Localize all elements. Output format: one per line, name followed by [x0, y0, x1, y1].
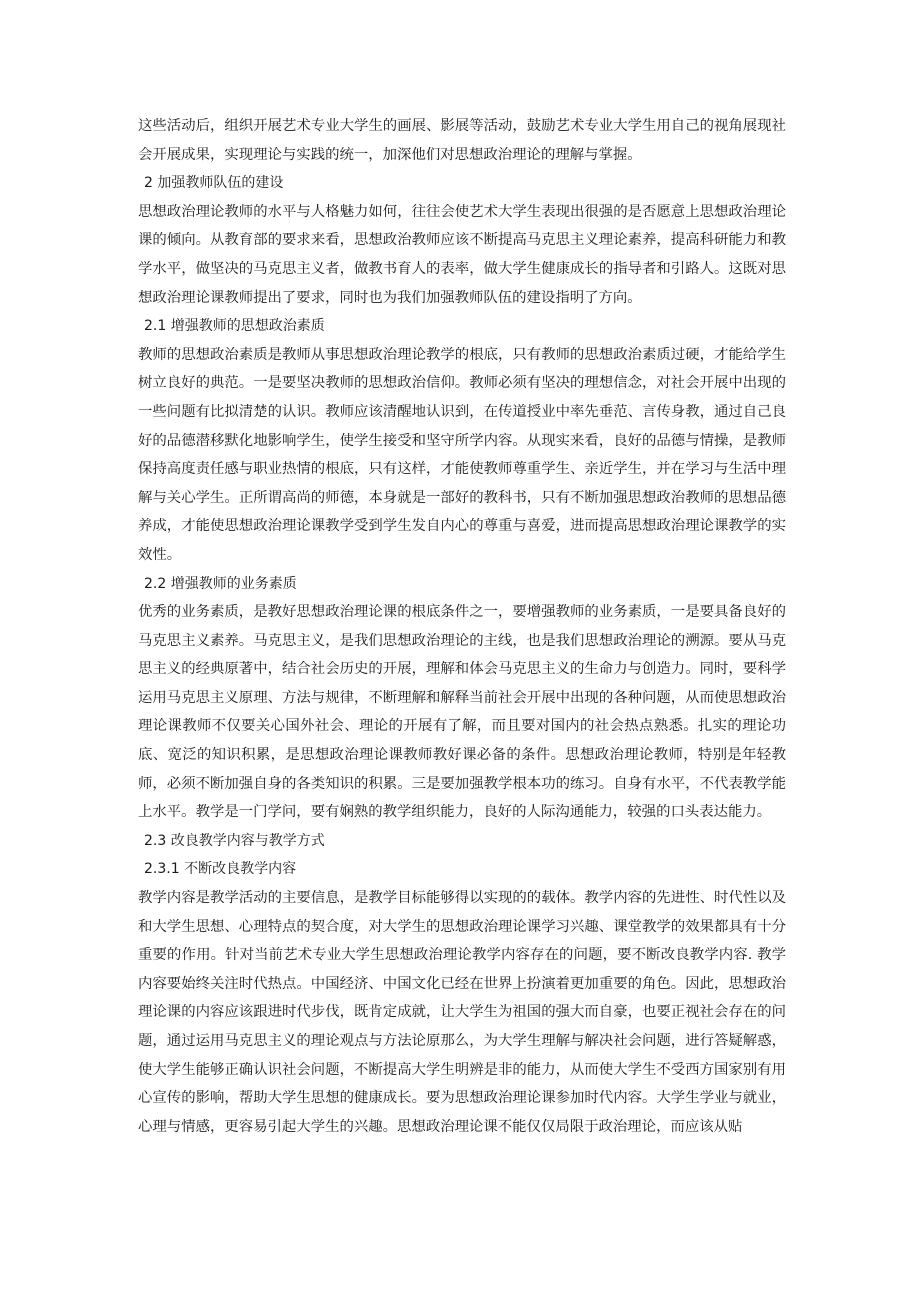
paragraph-intro: 这些活动后，组织开展艺术专业大学生的画展、影展等活动，鼓励艺术专业大学生用自己的视角展现社会开展成果，实现理论与实践的统一，加深他们对思想政治理论的理解与掌握。 — [138, 118, 786, 163]
paragraph-content-improvement: 教学内容是教学活动的主要信息，是教学目标能够得以实现的的载体。教学内容的先进性、时代性以及和大学生思想、心理特点的契合度，对大学生的思想政治理论课学习兴趣、课堂教学的效果都具有十分重要的作用。针对当前艺术专业大学生思想政治理论教学内容存在的问题，要不断改良教学内容. 教学内容要始终关注时代热点。中国经济、中国文化已经在世界上扮演着更加重要的角色。因此，思想政治理论课的内容应该跟进时代步伐，既肯定成就，让大学生为祖国的强大而自豪，也要正视社会存在的问题，通过运用马克思主义的理论观点与方法论原那么，为大学生理解与解决社会问题，进行答疑解惑，使大学生能够正确认识社会问题，不断提高大学生明辨是非的能力，从而使大学生不受西方国家别有用心宣传的影响，帮助大学生思想的健康成长。要为思想政治理论课参加时代内容。大学生学业与就业，心理与情感，更容易引起大学生的兴趣。思想政治理论课不能仅仅局限于政治理论，而应该从贴 — [138, 890, 786, 1135]
heading-content-improvement: 2.3.1 不断改良教学内容 — [144, 861, 297, 878]
document-page — [138, 112, 786, 1141]
paragraph-teacher-team: 思想政治理论教师的水平与人格魅力如何，往往会使艺术大学生表现出很强的是否愿意上思想政治理论课的倾向。从教育部的要求来看，思想政治教师应该不断提高马克思主义理论素养，提高科研能力和教学水平，做坚决的马克思主义者，做教书育人的表率，做大学生健康成长的指导者和引路人。这既对思想政治理论课教师提出了要求，同时也为我们加强教师队伍的建设指明了方向。 — [138, 203, 786, 306]
heading-political-quality: 2.1 增强教师的思想政治素质 — [144, 318, 325, 335]
paragraph-political-quality: 教师的思想政治素质是教师从事思想政治理论教学的根底，只有教师的思想政治素质过硬，才能给学生树立良好的典范。一是要坚决教师的思想政治信仰。教师必须有坚决的理想信念，对社会开展中出现的一些问题有比拟清楚的认识。教师应该清醒地认识到，在传道授业中率先垂范、言传身教，通过自己良好的品德潜移默化地影响学生，使学生接受和坚守所学内容。从现实来看，良好的品德与情操，是教师保持高度责任感与职业热情的根底，只有这样，才能使教师尊重学生、亲近学生，并在学习与生活中理解与关心学生。正所谓高尚的师德，本身就是一部好的教科书，只有不断加强思想政治教师的思想品德养成，才能使思想政治理论课教学受到学生发自内心的尊重与喜爱，进而提高思想政治理论课教学的实效性。 — [138, 346, 786, 563]
heading-professional-quality: 2.2 增强教师的业务素质 — [144, 575, 297, 592]
heading-teaching-improvement: 2.3 改良教学内容与教学方式 — [144, 832, 325, 849]
paragraph-professional-quality: 优秀的业务素质，是教好思想政治理论课的根底条件之一，要增强教师的业务素质，一是要具备良好的马克思主义素养。马克思主义，是我们思想政治理论的主线，也是我们思想政治理论的溯源。要从马克思主义的经典原著中，结合社会历史的开展，理解和体会马克思主义的生命力与创造力。同时，要科学运用马克思主义原理、方法与规律，不断理解和解释当前社会开展中出现的各种问题，从而使思想政治理论课教师不仅要关心国外社会、理论的开展有了解，而且要对国内的社会热点熟悉。扎实的理论功底、宽泛的知识积累，是思想政治理论课教师教好课必备的条件。思想政治理论教师，特别是年轻教师，必须不断加强自身的各类知识的积累。三是要加强教学根本功的练习。自身有水平，不代表教学能上水平。教学是一门学问，要有娴熟的教学组织能力，良好的人际沟通能力，较强的口头表达能力。 — [138, 604, 786, 821]
heading-teacher-team: 2 加强教师队伍的建设 — [144, 175, 284, 192]
